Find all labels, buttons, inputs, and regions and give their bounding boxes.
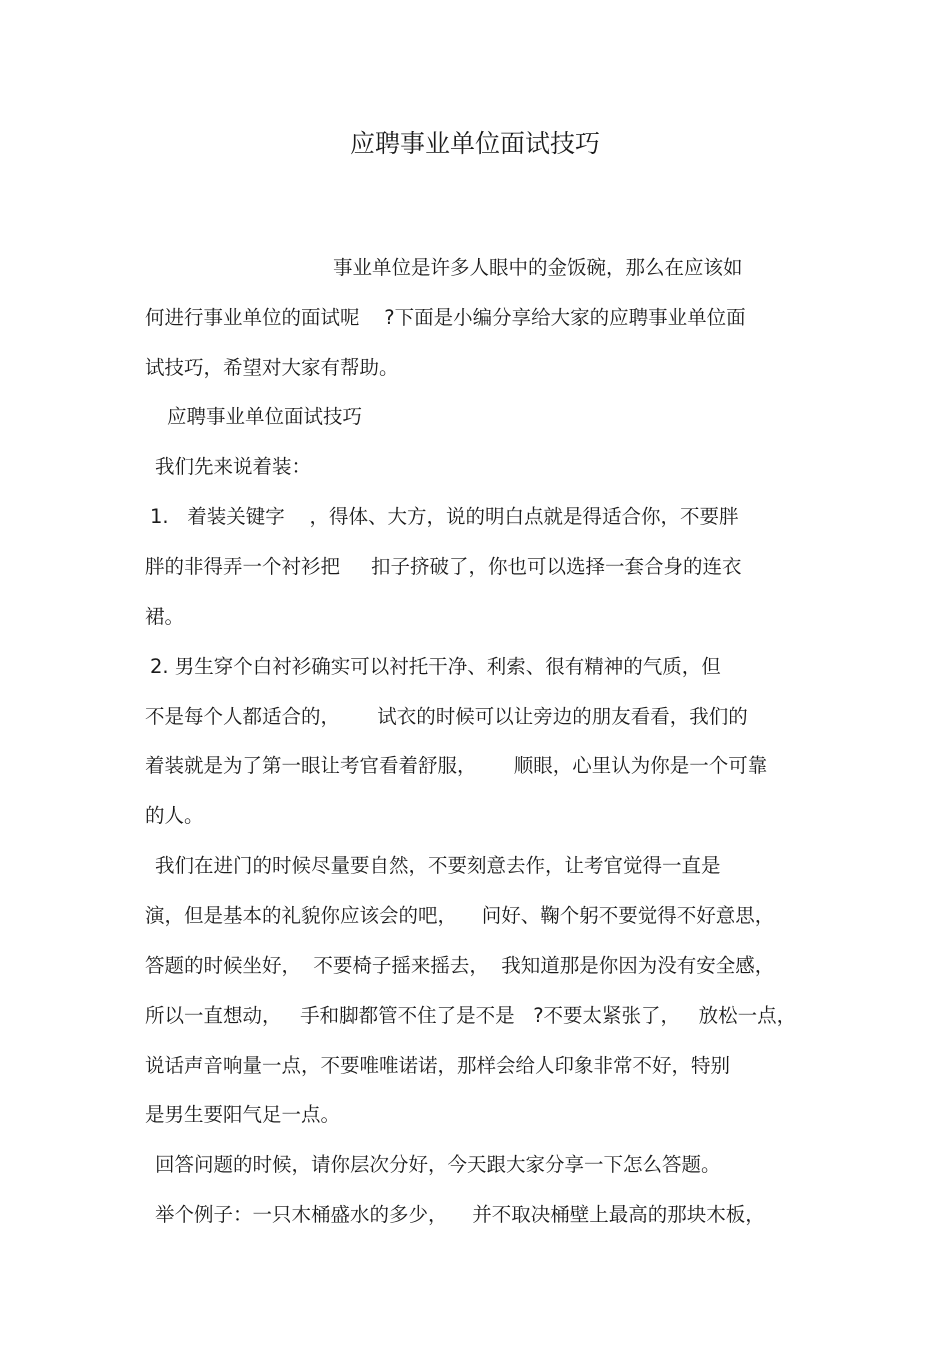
- list-item-line: 胖的非得弄一个衬衫把 扣子挤破了，你也可以选择一套合身的连衣: [145, 555, 742, 578]
- paragraph-line: 答题的时候坐好， 不要椅子摇来摇去， 我知道那是你因为没有安全感，: [145, 954, 775, 977]
- list-item-line: 不是每个人都适合的， 试衣的时候可以让旁边的朋友看看，我们的: [145, 705, 748, 728]
- list-item-line: 1. 着装关键字 ，得体、大方，说的明白点就是得适合你，不要胖: [150, 505, 739, 528]
- paragraph-line: 举个例子：一只木桶盛水的多少， 并不取决桶壁上最高的那块木板，: [155, 1203, 765, 1226]
- list-item-line: 裙。: [145, 605, 185, 628]
- paragraph-line: 所以一直想动， 手和脚都管不住了是不是 ?不要太紧张了， 放松一点，: [145, 1004, 797, 1027]
- paragraph-line: 说话声音响量一点，不要唯唯诺诺，那样会给人印象非常不好，特别: [145, 1054, 731, 1077]
- paragraph-line: 我们先来说着装：: [155, 455, 312, 478]
- paragraph-line: 何进行事业单位的面试呢 ?下面是小编分享给大家的应聘事业单位面: [145, 306, 746, 329]
- paragraph-line: 我们在进门的时候尽量要自然，不要刻意去作，让考官觉得一直是: [155, 854, 721, 877]
- list-item-line: 2. 男生穿个白衬衫确实可以衬托干净、利索、很有精神的气质，但: [150, 655, 721, 678]
- paragraph-line: 是男生要阳气足一点。: [145, 1103, 341, 1126]
- list-item-line: 着装就是为了第一眼让考官看着舒服， 顺眼，心里认为你是一个可靠: [145, 754, 768, 777]
- section-heading: 应聘事业单位面试技巧: [167, 405, 363, 428]
- paragraph-line: 事业单位是许多人眼中的金饭碗，那么在应该如: [333, 256, 743, 279]
- list-item-line: 的人。: [145, 804, 204, 827]
- paragraph-line: 演，但是基本的礼貌你应该会的吧， 问好、鞠个躬不要觉得不好意思，: [145, 904, 775, 927]
- paragraph-line: 试技巧，希望对大家有帮助。: [145, 356, 399, 379]
- paragraph-line: 回答问题的时候，请你层次分好，今天跟大家分享一下怎么答题。: [155, 1153, 721, 1176]
- document-title: 应聘事业单位面试技巧: [349, 129, 600, 158]
